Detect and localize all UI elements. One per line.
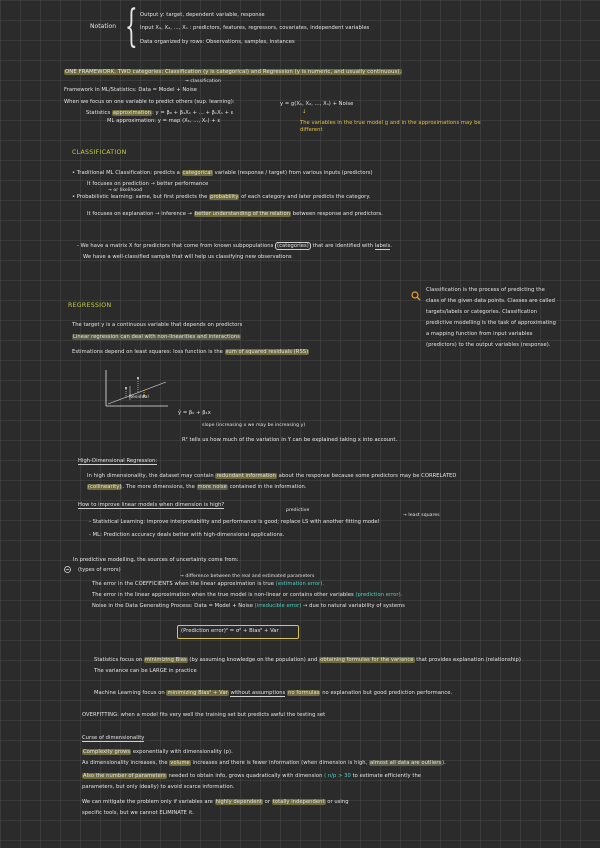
classification-sample-line: We have a well-classified sample that will help us classifying new observations	[83, 254, 292, 260]
side-note-line-4: predictive modelling is the task of approximating	[426, 320, 556, 326]
stat-rest: : y = β₀ + β₁X₁ + ... + βₙXₙ + ε	[152, 110, 234, 116]
side-note-line-6: (predictors) to the output variables (response).	[426, 342, 551, 348]
curse-heading-text: Curse of dimensionality	[82, 735, 145, 741]
curse-line5-mid: or	[264, 799, 271, 805]
regression-equation: ŷ = β₀ + β₁x	[178, 410, 211, 416]
highdim-p2-highlight2: more noise	[197, 484, 227, 490]
classification-b2	[72, 194, 370, 201]
uncertainty-line3	[92, 603, 405, 610]
overfitting-line	[82, 712, 325, 719]
focus-s1-pre: Statistics focus on	[94, 657, 143, 663]
b2-pre: • Probabilistic learning: same, but first predicts the	[72, 194, 208, 200]
curse-line1-highlight: Complexity grows	[83, 749, 131, 755]
curse-line4: parameters, but only ideally) to avoid scarce information.	[82, 784, 235, 790]
uncertainty-line2	[92, 592, 402, 599]
regression-line2	[72, 334, 241, 341]
improve-note-ls: → least squares	[403, 513, 440, 518]
highdim-heading-text: High-Dimensional Regression:	[78, 458, 158, 464]
highdim-p1-post: about the response because some predictors may be CORRELATED	[278, 473, 457, 479]
b1-pre: • Traditional ML Classification: predicts a	[72, 170, 180, 176]
b2-highlight: probability	[210, 194, 239, 200]
improve-line1: - Statistical Learning: improve interpretability and performance is good; replace LS with another fitting model	[89, 519, 380, 525]
notation-item-data: Data organized by rows: Observations, samples, instances	[140, 39, 295, 45]
curse-line3-highlight: Also the number of parameters	[83, 773, 166, 779]
curse-line2-highlight2: almost all data are outliers	[370, 760, 442, 766]
classification-b1-sub: It focuses on prediction → better performance	[87, 181, 209, 187]
framework-ml: ML approximation: y = map (X₁, ..., Xₙ) + ε	[107, 118, 221, 124]
highdim-p2-post: contained in the information.	[229, 484, 307, 490]
regression-line3-highlight: sum of squared residuals (RSS)	[225, 349, 309, 355]
framework-statistics	[86, 110, 234, 117]
curse-line2-end: ).	[442, 760, 446, 766]
improve-note-predictive: predictive	[286, 508, 310, 513]
focus-s1-post: that provides explanation (relationship)	[416, 657, 521, 663]
curse-line5-post: or using	[327, 799, 349, 805]
m1-underline: labels	[374, 243, 391, 249]
framework-line1: Framework in ML/Statistics: Data = Model + Noise	[64, 87, 198, 93]
b1-highlight: categorical	[182, 170, 212, 176]
m1-pre: - We have a matrix X for predictors that come from known subpopulations	[77, 243, 274, 249]
curse-line3-post: to estimate efficiently the	[352, 773, 422, 779]
uncertainty-line3-post: → due to natural variability of systems	[303, 603, 405, 609]
residual-label: Residual	[129, 395, 149, 400]
regression-line1: The target y is a continuous variable that depends on predictors	[72, 322, 243, 328]
regression-heading: REGRESSION	[68, 302, 112, 309]
focus-m1-mid: without assumptions	[230, 690, 286, 696]
curse-line1-post: exponentially with dimensionality (p).	[132, 749, 233, 755]
highdim-p1-pre: In high dimensionality, the dataset may contain	[87, 473, 214, 479]
framework-heading	[64, 69, 402, 76]
minus-circle-icon	[64, 558, 71, 565]
focus-s1-mid: (by assuming knowledge on the population) and	[189, 657, 318, 663]
stat-label: Statistics	[86, 110, 111, 116]
uncertainty-line3-highlight: (irreducible error)	[254, 603, 302, 609]
curse-line5-pre: We can mitigate the problem only if variables are	[82, 799, 213, 805]
curse-heading	[82, 735, 144, 742]
b2-sub-post: between response and predictors.	[292, 211, 383, 217]
highdim-heading	[78, 458, 157, 465]
highdim-p1	[87, 473, 456, 480]
regression-line2-highlight: Linear regression can deal with non-linearities and interactions	[73, 334, 240, 340]
b2-sub-highlight: better understanding of the relation	[194, 211, 291, 217]
residual-plot	[100, 368, 170, 410]
curse-line6: specific tools, but we cannot ELIMINATE it.	[82, 810, 194, 816]
curse-line5-highlight2: totally independent	[272, 799, 325, 805]
focus-ml-line	[94, 690, 452, 697]
focus-stat-line1	[94, 657, 521, 664]
stat-word: approximation	[112, 110, 152, 116]
error-formula: (Prediction error)² = σ² + Bias² + Var	[181, 628, 279, 634]
notation-brace: {	[125, 1, 138, 52]
curse-line3	[82, 773, 421, 780]
m1-boxed: (categories)	[277, 243, 309, 249]
side-note-line-3: targets/labels or categories. Classification	[426, 309, 538, 315]
curse-line2-highlight1: volume	[170, 760, 190, 766]
side-note-line-5: a mapping function from input variables	[426, 331, 533, 337]
overfitting-title: OVERFITTING	[82, 712, 118, 718]
curse-line5-highlight1: highly dependent	[215, 799, 262, 805]
m1-end: .	[390, 243, 393, 249]
b2-post: of each category and later predicts the category.	[241, 194, 371, 200]
highdim-p2-mid: . The more dimensions, the	[122, 484, 195, 490]
uncertainty-heading: In predictive modelling, the sources of uncertainty come from:	[73, 557, 239, 563]
regression-line3-pre: Estimations depend on least squares: loss function is the	[72, 349, 223, 355]
focus-m1-post: no explanation but good prediction performance.	[322, 690, 453, 696]
uncertainty-subheading: (types of errors)	[78, 567, 121, 573]
framework-note: The variables in the true model g and in the approximations may be different	[300, 120, 481, 133]
b1-post: variable (response / target) from various inputs (predictors)	[214, 170, 373, 176]
notation-title: Notation	[90, 23, 117, 30]
notation-item-input: Input X₁, X₂, ..., Xₙ : predictors, features, regressors, covariates, independent variables	[140, 25, 370, 31]
focus-m1-highlight2: no formulas	[288, 690, 320, 696]
magnifier-icon	[411, 286, 420, 295]
framework-heading-text: ONE FRAMEWORK, TWO categories: Classification (y is categorical) and Regression (y is numeric, and usually continuous).	[65, 69, 402, 75]
focus-s1-highlight2: obtaining formulas for the variance	[320, 657, 414, 663]
classification-b1-sub-note: → or likelihood	[108, 188, 143, 193]
side-note-line-1: Classification is the process of predicting the	[426, 287, 545, 293]
curse-line1	[82, 749, 233, 756]
uncertainty-note: → difference between the real and estimated parameters	[180, 574, 315, 579]
curse-line3-mid: needed to obtain info, grows quadratically with dimension	[168, 773, 323, 779]
m1-mid: that are identified with	[312, 243, 374, 249]
focus-m1-pre: Machine Learning focus on	[94, 690, 165, 696]
classification-matrix-line	[77, 243, 392, 250]
classification-b1	[72, 170, 373, 177]
framework-line2: When we focus on one variable to predict others (sup. learning):	[64, 99, 235, 105]
highdim-p2	[87, 484, 307, 491]
curse-line5	[82, 799, 349, 806]
overfitting-text: : when a model fits very well the training set but predicts awful the testing set	[117, 712, 326, 718]
improve-heading-text: How to improve linear models when dimension is high?	[78, 502, 225, 508]
uncertainty-line1	[92, 581, 324, 588]
uncertainty-line3-pre: Noise in the Data Generating Process: Data = Model + Noise	[92, 603, 253, 609]
improve-line2: - ML: Prediction accuracy deals better with high-dimensional applications.	[89, 532, 285, 538]
uncertainty-line1-highlight: (estimation error).	[275, 581, 325, 587]
highdim-p1-highlight: redundant information	[216, 473, 276, 479]
regression-line3	[72, 349, 309, 356]
classification-b2-sub	[87, 211, 383, 218]
curse-line2	[82, 760, 446, 767]
framework-note-arrow: ↓	[302, 109, 307, 115]
b2-sub-pre: It focuses on explanation → inference →	[87, 211, 193, 217]
focus-stat-line2: The variance can be LARGE in practice	[94, 668, 197, 674]
focus-m1-highlight1: minimizing Bias² + Var	[167, 690, 228, 696]
regression-r2: R² tells us how much of the variation in Y can be explained taking x into account.	[182, 437, 398, 443]
framework-sub-note: → classification	[185, 79, 221, 84]
curse-line3-ratio: ( n/p > 30	[324, 773, 351, 779]
curse-line2-pre: As dimensionality increases, the	[82, 760, 168, 766]
side-note-line-2: class of the given data points. Classes are called	[426, 298, 555, 304]
uncertainty-line1-pre: The error in the COEFFICIENTS when the linear approximation is true	[92, 581, 275, 587]
framework-formula: y = g(X₁, X₂, ..., Xₙ) + Noise	[280, 101, 354, 107]
curse-line2-mid: increases and there is fewer information (when dimension is high,	[192, 760, 368, 766]
improve-heading	[78, 502, 224, 509]
focus-s1-highlight1: minimizing Bias	[144, 657, 187, 663]
classification-heading: CLASSIFICATION	[72, 149, 127, 156]
uncertainty-line2-highlight: (prediction error).	[355, 592, 403, 598]
notation-item-output: Output y: target, dependent variable, response	[140, 12, 265, 18]
highdim-p2-highlight1: (collinearity)	[88, 484, 122, 490]
regression-slope-note: slope (increasing x we may be increasing y)	[202, 423, 306, 428]
uncertainty-line2-pre: The error in the linear approximation when the true model is non-linear or contains other variables	[92, 592, 354, 598]
